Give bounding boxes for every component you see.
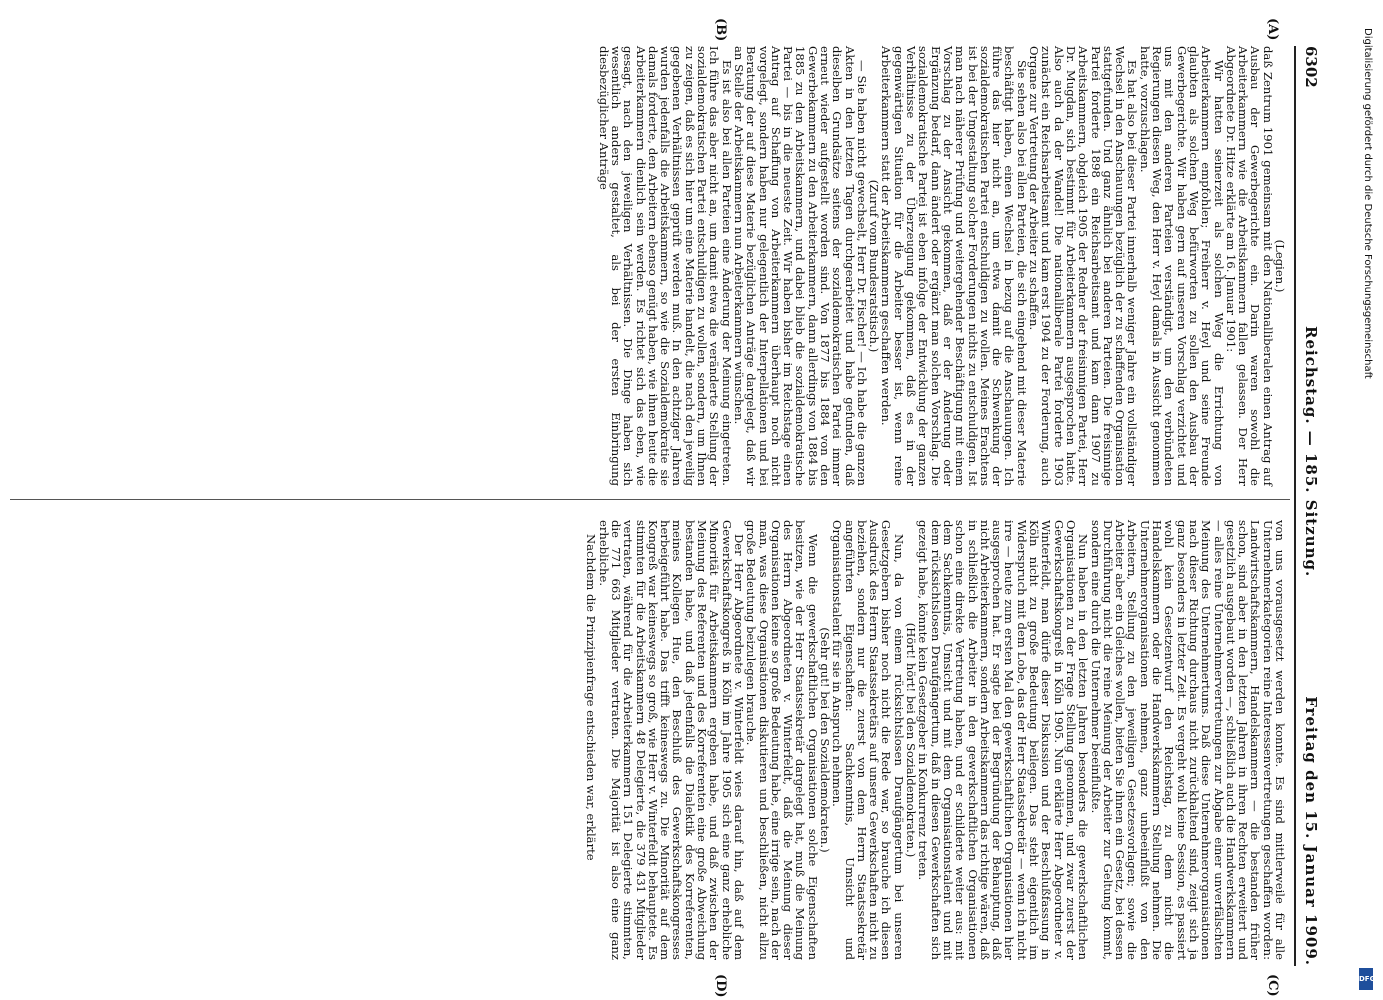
digitization-footer <box>1355 28 1377 988</box>
header-rule <box>1294 46 1296 966</box>
right-column <box>585 520 1286 960</box>
session-title: Reichstag. — 185. Sitzung. <box>1302 326 1320 578</box>
paragraph: daß Zentrum 1901 gemeinsam mit den Nationalliberalen einen Antrag auf Ausbau der Gewerbegerichte ein. Darin waren sowohl die Arbeiterkammern wie die Arbeitskammern fallen gelassen. Der Herr Abgeordnete Dr. Hitze erklärte am 16. Januar 1901: <box>1223 46 1275 486</box>
dfg-logo: DFG <box>1359 968 1373 990</box>
paragraph: Nun haben in den letzten Jahren besonders die gewerkschaftlichen Organisationen zu der Frage Stellung genommen, und zwar zuerst der Gewerkschaftskongreß in Köln 1905. Nun erklärte Herr Abgeordneter v. Winterfeldt, man dürfe dieser Diskussion und der Beschlußfassung in Köln nicht zu große Bedeutung beilegen. Das steht eigentlich im Widerspruch mit dem Lobe, das der Herr Staatssekretär — wenn ich nicht irre — heute zum ersten Mal den gewerkschaftlichen Organisationen hier ausgesprochen hat. Er sagte bei der Begründung der Behauptung, daß nicht Arbeiterkammern, sondern Arbeitskammern das richtige wären, daß in schließlich die Arbeiter in den gewerkschaftlichen Organisationen schon eine direkte Vertretung haben, und er schilderte weiter aus: mit dem Sachkenntnis, Umsicht und mit dem Organisationstalent und mit dem rücksichtslosen Draufgängertum, daß in diesen Gewerkschaften sich gezeigt habe, könnte kein Gesetzgeber in Konkurrenz treten. <box>916 520 1091 960</box>
paragraph: Nun, da von einem rücksichtslosen Draufgängertum bei unseren Gesetzgebern bisher noch nicht die Rede war, so brauche ich diesen Ausdruck des Herrn Staatssekretärs auf unsere Gewerkschaften nicht zu beziehen, sondern nur die zuerst von dem Herrn Staatssekretär angeführten Eigenschaften: Sachkenntnis, Umsicht und Organisationstalent für sie in Anspruch nehmen. <box>830 520 906 960</box>
paragraph: Es hat also bei dieser Partei innerhalb weniger Jahre ein vollständiger Wechsel in den Anschauungen bezüglich der zu schaffenden Organisation stattgefunden. Und ganz ähnlich bei anderen Parteien. Die freisinnige Partei forderte 1898 ein Reichsarbeitsamt und kam dann 1907 zu Arbeitskammern, obgleich 1905 der Redner der freisinnigen Partei, Herr Dr. Mugdan, sich bestimmt für Arbeiterkammern ausgesprochen hatte. Also auch da der Wandel! Die nationalliberale Partei forderte 1903 zunächst ein Reichsarbeitsamt und kam erst 1904 zu der Forderung, auch Organe zur Vertretung der Arbeiter zu schaffen. <box>1027 46 1140 486</box>
paragraph: Sie sehen also bei allen Parteien, die sich eingehend mit dieser Materie beschäftigt haben, einen Wechsel in bezug auf die Anschauungen. Ich führe das hier nicht an, um etwa damit die Schwenkung der sozialdemokratischen Partei entschuldigen zu wollen. Meines Erachtens ist bei der Umgestaltung solcher Forderungen nichts zu entschuldigen. Ist man nach näherer Prüfung und weitergehender Beschäftigung mit einem Vorschlag zu der Ansicht gekommen, daß er der Änderung oder Ergänzung bedarf, dann ändert oder ergänzt man solchen Vorschlag. Die sozialdemokratische Partei ist eben infolge der Entwicklung der ganzen Verhältnisse zu der Überzeugung gekommen, daß es in der gegenwärtigen Situation für die Arbeiter besser ist, wenn reine Arbeiterkammern statt der Arbeitskammern geschaffen werden. <box>879 46 1029 486</box>
session-date: Freitag den 15. Januar 1909. <box>1302 696 1320 966</box>
interjection: (Sehr gut! bei den Sozialdemokraten.) <box>818 627 833 853</box>
paragraph: — Sie haben nicht gewechselt, Herr Dr. Fischer! — Ich habe die ganzen Akten in den letzten Tagen durchgearbeitet und habe gefunden, daß dieselben Grundsätze seitens der sozialdemokratischen Partei immer erneut wieder aufgestellt worden sind. Von 1877 bis 1884 von den Gewerbekammern zu den Arbeiterkammern, dann allerdings von 1884 bis 1885 zu den Arbeitskammern, und dabei blieb die sozialdemokratische Partei — bis in die neueste Zeit. Wir haben bisher im Reichstage einen Antrag auf Schaffung von Arbeiterkammern überhaupt noch nicht vorgelegt, sondern haben nur gelegentlich der Interpellationen und bei Beratung der auf diese Materie bezüglichen Anträge dargelegt, daß wir an Stelle der Arbeitskammern nun Arbeiterkammern wünschen. <box>731 46 869 486</box>
paragraph: Nachdem die Prinzipienfrage entschieden war, erklärte <box>584 534 599 861</box>
margin-marker-b: (B) <box>713 18 728 42</box>
paragraph: Es ist also bei allen Parteien eine Änderung der Meinung eingetreten. Ich führe das aber nicht an, um damit etwa die veränderte Stellung der sozialdemokratischen Partei entschuldigen zu wollen, sondern, um Ihnen zu zeigen, daß es sich hier um eine Materie handelt, die nach den jeweilig gegebenen Verhältnissen geprüft werden muß. In den achtziger Jahren wurden jedenfalls die Arbeitskammern, so wie die Sozialdemokratie sie damals forderte, den Arbeitern ebenso genügt haben, wie ihnen heute die Arbeiterkammern dienlich sein werden. Es richtet sich das eben, wie gesagt, nach den jeweiligen Verhältnissen. Die Dinge haben sich wesentlich anders gestaltet, als bei der ersten Einbringung diesbezüglicher Anträge <box>596 46 734 486</box>
margin-marker-c: (C) <box>1265 974 1280 997</box>
margin-marker-a: (A) <box>1265 18 1280 41</box>
paragraph: Wenn die gewerkschaftlichen Organisationen solche Eigenschaften besitzen, wie der Herr Staatssekretär dargelegt hat, muß die Meinung des Herrn Abgeordneten v. Winterfeldt, daß die Meinung dieser Organisationen keine so große Bedeutung habe, eine irrige sein, nach der man, was diese Organisationen diskutieren und beschließen, nicht allzu große Bedeutung beizulegen brauche. <box>744 520 820 960</box>
quote-paragraph: Wir hatten seinerzeit als solchen Weg die Errichtung von Arbeiterkammern empfohlen; Freiherr v. Heyl und seine Freunde glaubten als solchen Weg befürworten zu sollen den Ausbau der Gewerbegerichte. Wir haben gern auf unseren Vorschlag verzichtet und uns mit den anderen Parteien verständigt, um den verbündeten Regierungen diesen Weg, den Herr v. Heyl damals in Aussicht genommen hatte, vorzuschlagen. <box>1137 46 1226 486</box>
paragraph: Der Herr Abgeordnete v. Winterfeldt wies darauf hin, daß auf dem Gewerkschaftskongreß in Köln im Jahre 1905 sich eine ganz erhebliche Minorität für Arbeitskammern ergeben habe, und daß zwischen der Meinung des Referenten und des Korreferenten eine große Abweichung bestanden habe, und daß jedenfalls die Dialektik des Korreferenten, meines Kollegen Hue, den Beschluß des Gewerkschaftskongresses herbeigeführt habe. Das trifft keineswegs zu. Die Minorität auf dem Kongreß war keineswegs so groß, wie Herr v. Winterfeldt behauptete. Es stimmten für die Arbeitskammern 48 Delegierte, die 379 431 Mitglieder vertraten, während für die Arbeiterkammern 151 Delegierte stimmten, die 771 663 Mitglieder vertraten. Die Majorität ist also eine ganz erhebliche. <box>596 520 746 960</box>
column-divider <box>10 499 1290 500</box>
margin-marker-d: (D) <box>713 974 728 998</box>
footer-credit: Digitalisierung gefördert durch die Deutsche Forschungsgemeinschaft <box>1362 28 1373 379</box>
page-number: 6302 <box>1302 46 1320 88</box>
speaker-label: (Legien.) <box>1273 239 1287 293</box>
page-header <box>1296 46 1322 966</box>
interjection: (Zuruf vom Bundesratstisch.) <box>867 179 882 353</box>
paragraph: von uns vorausgesetzt werden konnte. Es sind mittlerweile für alle Unternehmerkategorien reine Interessenvertretungen geschaffen worden: Landwirtschaftskammern, Handelskammern — die bestanden früher schon, sind aber in den letzten Jahren in ihren Rechten erweitert und gesetzlich ausgebaut worden —, schließlich auch die Handwerkskammern — alles reine Unternehmervertretungen zur Abgabe einer unverfälschten Meinung des Unternehmertums. Daß diese Unternehmerorganisationen nach dieser Richtung durchaus nicht zurückhaltend sind, zeigt sich ja ganz besonders in letzter Zeit. Es vergeht wohl keine Session, es passiert wohl kein Gesetzentwurf den Reichstag, zu dem nicht die Handelskammern oder die Handwerkskammern Stellung nehmen. Die Unternehmerorganisationen nehmen, ganz unbeeinflußt von den Arbeitern, Stellung zu den jeweiligen Gesetzesvorlagen; sowie die Arbeiter aber ein Gleiches wollen, bieten Sie ihnen ein Gesetz, bei dessen Durchführung nicht die reine Meinung der Arbeiter zur Geltung kommt, sondern eine durch die Unternehmer beeinflußte. <box>1088 520 1287 960</box>
left-column <box>597 46 1286 486</box>
interjection: (Hört! hört! bei den Sozialdemokraten.) <box>904 622 919 858</box>
